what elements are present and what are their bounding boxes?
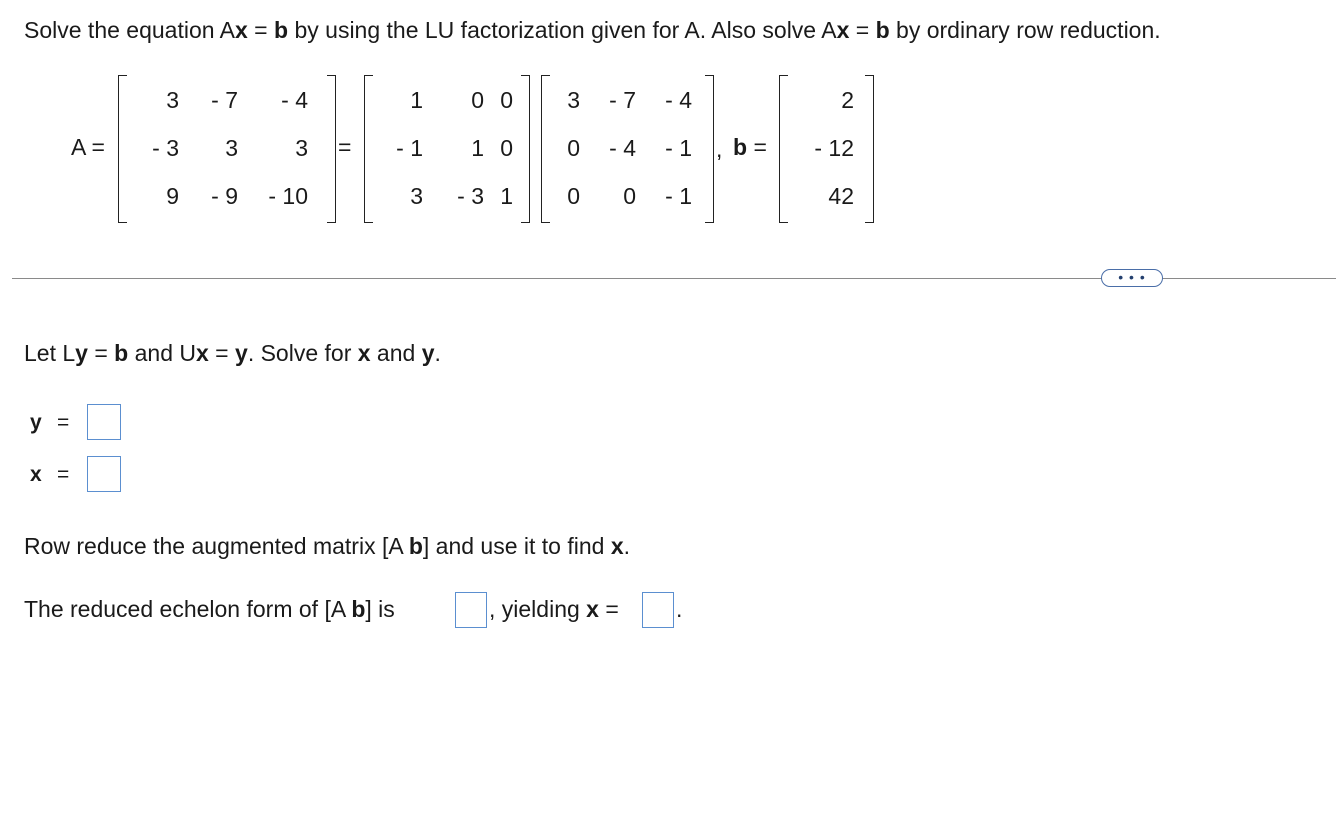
matrix-l-cell: 0 — [471, 87, 484, 113]
matrix-l-cell: 0 — [500, 135, 513, 161]
b-label: b = — [733, 134, 767, 160]
matrix-a-cell: - 10 — [268, 183, 308, 209]
left-bracket — [541, 75, 550, 223]
right-bracket — [521, 75, 530, 223]
matrix-u-cell: - 1 — [665, 135, 692, 161]
matrix-u-cell: 3 — [567, 87, 580, 113]
matrix-l-cell: 1 — [471, 135, 484, 161]
yielding-text: , yielding x = — [489, 596, 619, 622]
period: . — [676, 596, 683, 622]
matrix-u-cell: - 4 — [609, 135, 636, 161]
matrix-u-cell: - 7 — [609, 87, 636, 113]
y-equals: = — [57, 411, 70, 434]
x-answer-label: x — [30, 463, 42, 486]
y-answer-box[interactable] — [87, 404, 121, 440]
part1-instruction: Let Ly = b and Ux = y. Solve for x and y. — [24, 340, 441, 366]
more-options-button[interactable]: • • • — [1101, 269, 1163, 287]
matrix-l-cell: 1 — [500, 183, 513, 209]
matrix-l-cell: - 3 — [457, 183, 484, 209]
matrix-u — [541, 75, 714, 221]
vector-b-cell: 42 — [828, 183, 854, 209]
matrix-u-cell: 0 — [623, 183, 636, 209]
comma: , — [716, 136, 723, 162]
vector-b — [779, 75, 874, 221]
matrix-a-cell: - 4 — [281, 87, 308, 113]
left-bracket — [364, 75, 373, 223]
matrix-a-cell: - 7 — [211, 87, 238, 113]
right-bracket — [327, 75, 336, 223]
matrix-a-cell: - 9 — [211, 183, 238, 209]
right-bracket — [705, 75, 714, 223]
a-label: A = — [71, 134, 105, 160]
left-bracket — [118, 75, 127, 223]
reduced-form-prompt: The reduced echelon form of [A b] is — [24, 596, 395, 622]
matrix-l-cell: - 1 — [396, 135, 423, 161]
reduced-echelon-answer-box[interactable] — [455, 592, 487, 628]
matrix-a — [118, 75, 336, 221]
matrix-u-cell: - 4 — [665, 87, 692, 113]
vector-b-cell: - 12 — [814, 135, 854, 161]
vector-b-cell: 2 — [841, 87, 854, 113]
matrix-a-cell: 3 — [166, 87, 179, 113]
matrix-a-cell: 3 — [295, 135, 308, 161]
right-bracket — [865, 75, 874, 223]
matrix-u-cell: 0 — [567, 183, 580, 209]
y-answer-label: y — [30, 411, 42, 434]
x-answer-box[interactable] — [87, 456, 121, 492]
matrix-a-cell: - 3 — [152, 135, 179, 161]
part2-instruction: Row reduce the augmented matrix [A b] and use it to find x. — [24, 533, 631, 559]
left-bracket — [779, 75, 788, 223]
problem-statement: Solve the equation Ax = b by using the LU factorization given for A. Also solve Ax = b by ordinary row reduction. — [24, 17, 1161, 43]
matrix-l — [364, 75, 530, 221]
matrix-l-cell: 0 — [500, 87, 513, 113]
matrix-a-cell: 9 — [166, 183, 179, 209]
matrix-u-cell: - 1 — [665, 183, 692, 209]
row-reduction-x-answer-box[interactable] — [642, 592, 674, 628]
equals-sign: = — [338, 134, 352, 160]
matrix-l-cell: 3 — [410, 183, 423, 209]
x-equals: = — [57, 463, 70, 486]
matrix-u-cell: 0 — [567, 135, 580, 161]
matrix-a-cell: 3 — [225, 135, 238, 161]
matrix-l-cell: 1 — [410, 87, 423, 113]
